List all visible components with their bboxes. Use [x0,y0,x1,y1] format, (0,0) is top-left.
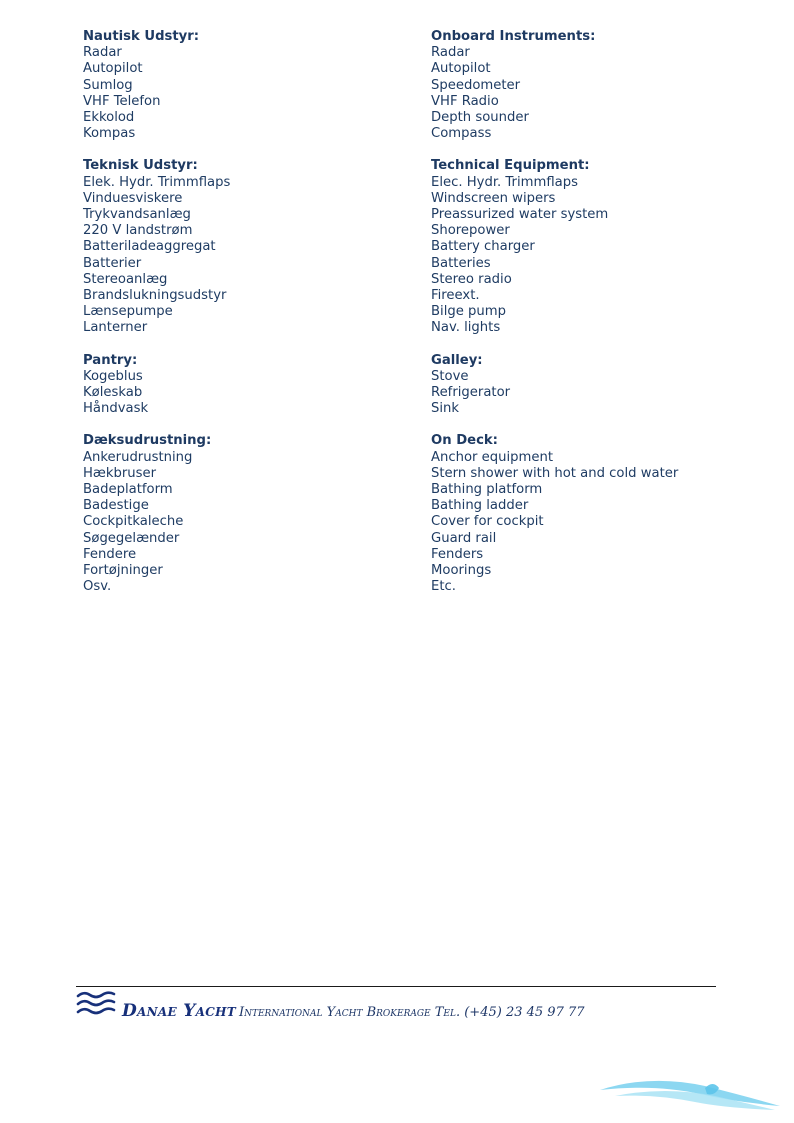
section-heading: Galley: [431,352,483,368]
equipment-item: Refrigerator [431,385,511,401]
equipment-item: Køleskab [83,385,143,401]
equipment-item: Etc. [431,579,456,595]
equipment-item: Elek. Hydr. Trimmflaps [83,174,231,190]
equipment-item: Fireext. [431,288,480,304]
left-column-danish [83,29,413,612]
equipment-item: Badestige [83,498,149,514]
company-tagline: International Yacht Brokerage Tel. (+45) 23 45 97 77 [238,1005,585,1020]
footer-company-line [122,1001,585,1021]
equipment-item: Anchor equipment [431,449,554,465]
footer-divider [76,986,716,987]
equipment-section [431,29,771,142]
equipment-item: Fenders [431,546,484,562]
equipment-item: Autopilot [431,61,491,77]
equipment-item: Fortøjninger [83,563,163,579]
equipment-section [83,353,413,418]
equipment-item: Cover for cockpit [431,514,544,530]
equipment-item: Moorings [431,563,492,579]
equipment-item: Sink [431,401,460,417]
equipment-item: Radar [431,45,470,61]
equipment-item: Bathing platform [431,482,543,498]
equipment-item: Guard rail [431,530,497,546]
section-heading: On Deck: [431,433,498,449]
right-column-english [431,29,771,612]
equipment-item: Ekkolod [83,110,135,126]
equipment-item: Batteriladeaggregat [83,239,216,255]
equipment-item: Cockpitkaleche [83,514,184,530]
equipment-item: Kompas [83,126,136,142]
section-heading: Dæksudrustning: [83,433,212,449]
equipment-item: Trykvandsanlæg [83,207,191,223]
equipment-item: Søgegelænder [83,530,180,546]
equipment-section [431,158,771,336]
equipment-section [431,353,771,418]
section-heading: Nautisk Udstyr: [83,29,200,44]
equipment-item: Windscreen wipers [431,190,556,206]
section-heading: Pantry: [83,352,138,368]
decorative-swoosh-icon [595,1076,785,1116]
section-heading: Teknisk Udstyr: [83,158,198,174]
equipment-item: Hækbruser [83,465,157,481]
equipment-item: Stern shower with hot and cold water [431,465,679,481]
equipment-item: Ankerudrustning [83,449,193,465]
equipment-item: Vinduesviskere [83,190,183,206]
equipment-item: Elec. Hydr. Trimmflaps [431,174,578,190]
equipment-item: Brandslukningsudstyr [83,288,227,304]
equipment-section [431,433,771,595]
equipment-item: Badeplatform [83,482,173,498]
equipment-item: VHF Telefon [83,93,161,109]
equipment-item: Shorepower [431,223,510,239]
company-name: Danae Yacht [122,1001,236,1021]
equipment-item: Battery charger [431,239,535,255]
equipment-section [83,158,413,336]
equipment-item: Lænsepumpe [83,304,173,320]
equipment-item: 220 V landstrøm [83,223,193,239]
equipment-item: Batteries [431,255,491,271]
equipment-item: Kogeblus [83,368,143,384]
equipment-section [83,29,413,142]
equipment-item: Preassurized water system [431,207,609,223]
equipment-item: Sumlog [83,77,133,93]
equipment-item: Speedometer [431,77,521,93]
equipment-item: Osv. [83,579,112,595]
waves-logo-icon [76,990,116,1018]
equipment-item: Stereoanlæg [83,271,168,287]
section-heading: Onboard Instruments: [431,29,596,44]
equipment-item: Nav. lights [431,320,501,336]
equipment-item: Fendere [83,546,137,562]
equipment-item: Stove [431,368,469,384]
equipment-item: Stereo radio [431,271,512,287]
equipment-item: Radar [83,45,122,61]
equipment-item: Bilge pump [431,304,506,320]
equipment-item: Batterier [83,255,142,271]
equipment-item: VHF Radio [431,93,499,109]
equipment-item: Bathing ladder [431,498,529,514]
equipment-item: Lanterner [83,320,148,336]
equipment-item: Compass [431,126,492,142]
section-heading: Technical Equipment: [431,158,590,174]
equipment-item: Autopilot [83,61,143,77]
equipment-section [83,433,413,595]
equipment-item: Depth sounder [431,110,529,126]
equipment-item: Håndvask [83,401,149,417]
